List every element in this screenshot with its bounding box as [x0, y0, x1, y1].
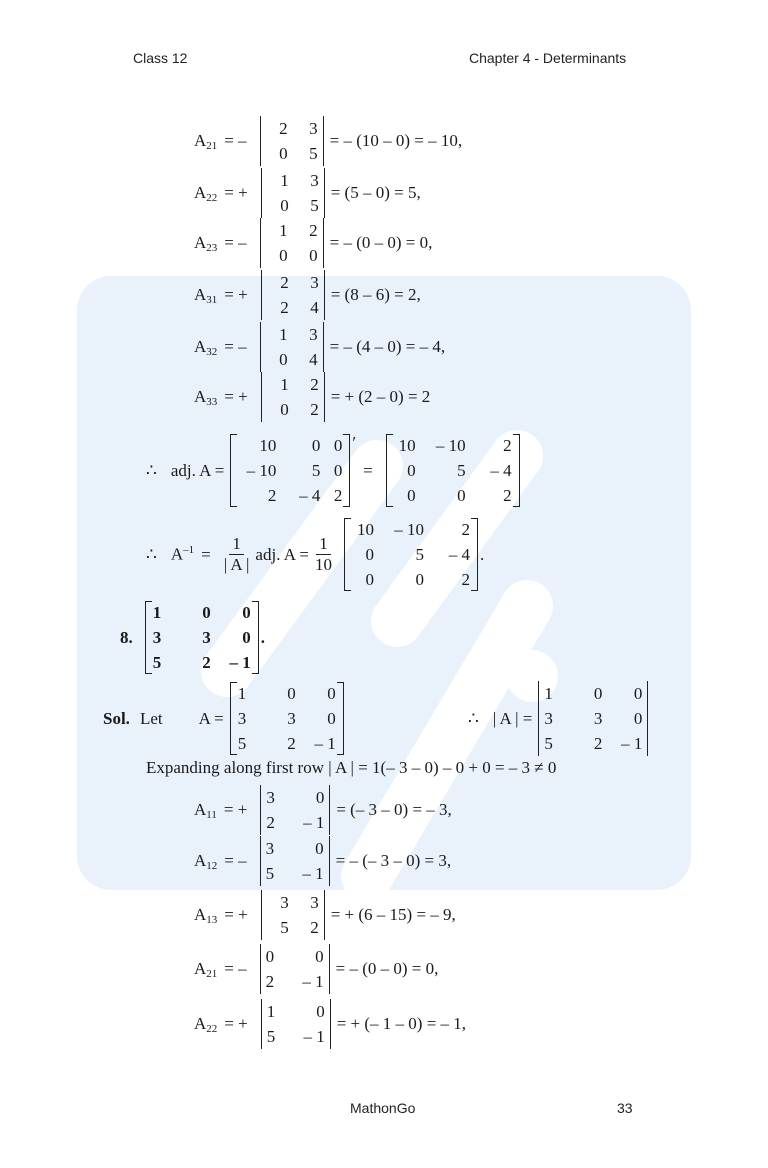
sign: = + [224, 285, 248, 304]
adjoint-equation [146, 433, 526, 508]
question-number: 8. [120, 627, 133, 647]
transpose-mark: ′ [352, 433, 357, 452]
equals: = [363, 460, 373, 480]
question-8 [120, 600, 265, 675]
footer-brand: MathonGo [350, 1100, 416, 1116]
sign: = + [224, 387, 248, 406]
determinant: 3 0 2 – 1 [260, 785, 330, 835]
fraction-one-over-det: $\frac{1}{| A |}$ [223, 534, 250, 574]
sign: = – [224, 131, 247, 150]
determinant: 3 3 5 2 [261, 890, 325, 940]
sign: = + [224, 183, 248, 202]
determinant-a [468, 681, 654, 756]
cofactor-row [194, 785, 452, 835]
determinant: 3 0 5 – 1 [260, 836, 330, 886]
let-text: Let [139, 708, 163, 728]
sign: = + [223, 800, 248, 819]
inverse-matrix: 10 – 10 2 0 5 – 4 0 0 2 [344, 517, 478, 592]
determinant: 1 0 5 – 1 [261, 999, 331, 1049]
sol-label: Sol. [103, 708, 130, 728]
cofactor-label: $A_{21}$ [194, 130, 218, 152]
cofactor-label: $A_{33}$ [194, 386, 218, 408]
cofactor-label: $A_{13}$ [194, 904, 218, 926]
cofactor-matrix: 10 0 0 – 10 5 0 2 – 4 2 [230, 433, 350, 508]
solution-let [103, 681, 350, 756]
fraction-one-over-ten: $\frac{1}{10}$ [314, 534, 332, 574]
cofactor-label: $A_{32}$ [194, 336, 218, 358]
cofactor-row [194, 322, 445, 372]
cofactor-row [194, 999, 466, 1049]
determinant: 2 3 0 5 [260, 116, 324, 166]
determinant: 0 0 2 – 1 [260, 944, 330, 994]
period: . [260, 627, 265, 647]
cofactor-label: $A_{22}$ [194, 182, 218, 204]
result: = (5 – 0) = 5, [330, 183, 421, 202]
result: = (8 – 6) = 2, [330, 285, 421, 304]
sign: = – [224, 851, 247, 870]
header-class: Class 12 [133, 50, 188, 66]
determinant: 1 2 0 0 [260, 218, 324, 268]
result: = + (– 1 – 0) = – 1, [336, 1014, 467, 1033]
adj-label: adj. A = [170, 460, 225, 480]
sign: = + [224, 1014, 248, 1033]
det-label: | A | = [492, 708, 533, 728]
cofactor-row [194, 270, 421, 320]
determinant-matrix: 1 0 0 3 3 0 5 2 – 1 [538, 681, 648, 756]
determinant: 1 3 0 5 [261, 168, 325, 218]
sign: = – [224, 959, 247, 978]
equals: = [201, 544, 211, 564]
cofactor-label: $A_{23}$ [194, 232, 218, 254]
sign: = – [224, 337, 247, 356]
cofactor-label: $A_{12}$ [194, 850, 218, 872]
matrix-a: 1 0 0 3 3 0 5 2 – 1 [230, 681, 344, 756]
determinant: 2 3 2 4 [261, 270, 325, 320]
cofactor-label: $A_{22}$ [194, 1013, 218, 1035]
question-matrix: 1 0 0 3 3 0 5 2 – 1 [145, 600, 259, 675]
expanding-text: Expanding along first row | A | = 1(– 3 – 0) – 0 + 0 = – 3 ≠ 0 [146, 758, 557, 777]
determinant: 1 3 0 4 [260, 322, 324, 372]
period: . [479, 544, 485, 564]
cofactor-row [194, 372, 430, 422]
determinant: 1 2 0 2 [261, 372, 325, 422]
result: = – (– 3 – 0) = 3, [335, 851, 452, 870]
cofactor-row [194, 218, 432, 268]
cofactor-row [194, 116, 462, 166]
result: = – (0 – 0) = 0, [335, 959, 439, 978]
cofactor-row [194, 168, 421, 218]
cofactor-row [194, 836, 451, 886]
page-number: 33 [617, 1100, 633, 1116]
cofactor-label: $A_{11}$ [194, 799, 217, 821]
therefore-symbol: ∴ [468, 708, 479, 728]
cofactor-label: $A_{21}$ [194, 958, 218, 980]
inverse-equation [146, 517, 484, 592]
result: = + (6 – 15) = – 9, [330, 905, 456, 924]
a-label: A = [198, 708, 224, 728]
cofactor-row [194, 944, 438, 994]
result: = – (10 – 0) = – 10, [329, 131, 463, 150]
sign: = + [224, 905, 248, 924]
result: = (– 3 – 0) = – 3, [336, 800, 452, 819]
result: = – (0 – 0) = 0, [329, 233, 433, 252]
therefore-symbol: ∴ [146, 460, 157, 480]
result: = + (2 – 0) = 2 [330, 387, 431, 406]
cofactor-row [194, 890, 456, 940]
cofactor-label: $A_{31}$ [194, 284, 218, 306]
result: = – (4 – 0) = – 4, [329, 337, 446, 356]
sign: = – [224, 233, 247, 252]
adjoint-matrix: 10 – 10 2 0 5 – 4 0 0 2 [386, 433, 520, 508]
therefore-symbol: ∴ [146, 544, 157, 564]
inverse-label: $A^{-1}$ [170, 544, 195, 564]
adj-label: adj. A = [255, 544, 309, 564]
header-chapter: Chapter 4 - Determinants [469, 50, 627, 66]
